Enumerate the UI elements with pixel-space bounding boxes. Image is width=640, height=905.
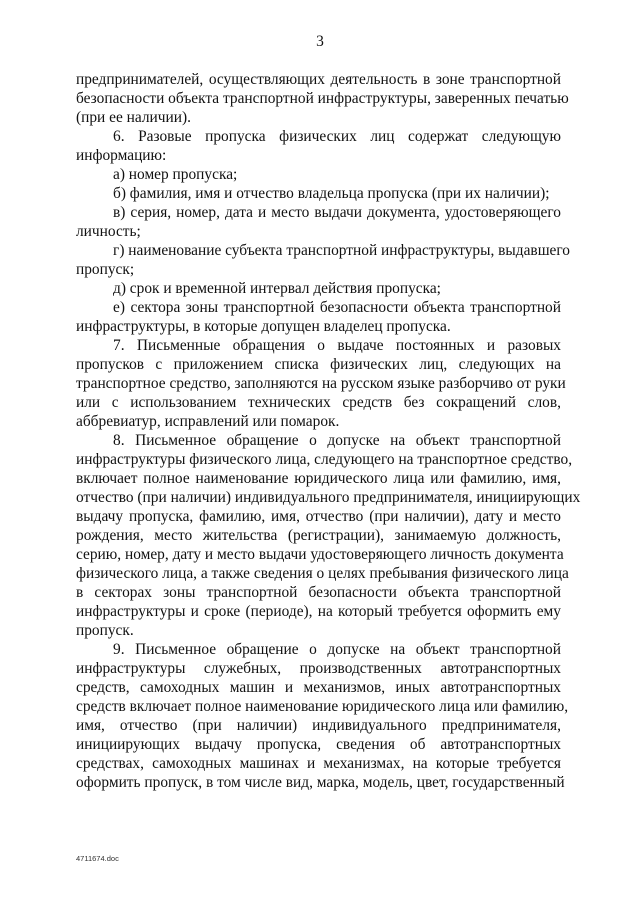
text-line: серию, номер, дату и место выдачи удостоверяющего личность документа [76,546,564,563]
text-line: инициирующих выдачу пропуска, сведения об автотранспортных [76,736,561,753]
text-line: пропусков с приложением списка физических лиц, следующих на [76,356,561,373]
text-line: транспортное средство, заполняются на русском языке разборчиво от руки [76,375,566,392]
text-line: информацию: [76,147,167,164]
text-line: в секторах зоны транспортной безопасности объекта транспортной [76,584,561,601]
text-line: инфраструктуры физического лица, следующего на транспортное средство, [76,451,573,468]
text-line: в) серия, номер, дата и место выдачи документа, удостоверяющего [113,204,561,221]
text-line: отчество (при наличии) индивидуального предпринимателя, инициирующих [76,489,581,506]
page-number: 3 [316,33,324,50]
text-line: включает полное наименование юридического лица или фамилию, имя, [76,470,561,487]
text-line: или с использованием технических средств без сокращений слов, [76,394,561,411]
text-line: пропуск; [76,261,135,278]
text-line: оформить пропуск, в том числе вид, марка, модель, цвет, государственный [76,774,565,791]
text-line: 9. Письменное обращение о допуске на объект транспортной [113,641,561,658]
text-line: средств включает полное наименование юридического лица или фамилию, [76,698,569,715]
text-line: средствах, самоходных машинах и механизмах, на которые требуется [76,755,561,772]
text-line: 6. Разовые пропуска физических лиц содержат следующую [113,128,561,145]
text-line: физического лица, а также сведения о целях пребывания физического лица [76,565,569,582]
text-line: инфраструктуры, в которые допущен владелец пропуска. [76,318,451,335]
text-line: рождения, место жительства (регистрации), занимаемую должность, [76,527,561,544]
text-line: г) наименование субъекта транспортной инфраструктуры, выдавшего [113,242,571,259]
text-line: (при ее наличии). [76,109,191,126]
text-line: безопасности объекта транспортной инфраструктуры, заверенных печатью [76,90,569,107]
text-line: 7. Письменные обращения о выдаче постоянных и разовых [113,337,561,354]
text-line: пропуск. [76,622,134,639]
text-line: 8. Письменное обращение о допуске на объект транспортной [113,432,561,449]
text-line: средств, самоходных машин и механизмов, иных автотранспортных [76,679,561,696]
text-line: а) номер пропуска; [113,166,238,183]
footer-file-code: 4711674.doc [76,854,119,863]
text-line: инфраструктуры служебных, производственных автотранспортных [76,660,561,677]
text-line: предпринимателей, осуществляющих деятельность в зоне транспортной [76,71,561,88]
text-line: д) срок и временной интервал действия пропуска; [113,280,441,297]
text-line: аббревиатур, исправлений или помарок. [76,413,340,430]
text-line: е) сектора зоны транспортной безопасности объекта транспортной [113,299,561,316]
text-line: выдачу пропуска, фамилию, имя, отчество (при наличии), дату и место [76,508,561,525]
text-line: б) фамилия, имя и отчество владельца пропуска (при их наличии); [113,185,550,202]
text-line: личность; [76,223,141,240]
text-line: инфраструктуры и сроке (периоде), на который требуется оформить ему [76,603,561,620]
text-line: имя, отчество (при наличии) индивидуального предпринимателя, [76,717,561,734]
document-body [76,70,581,792]
